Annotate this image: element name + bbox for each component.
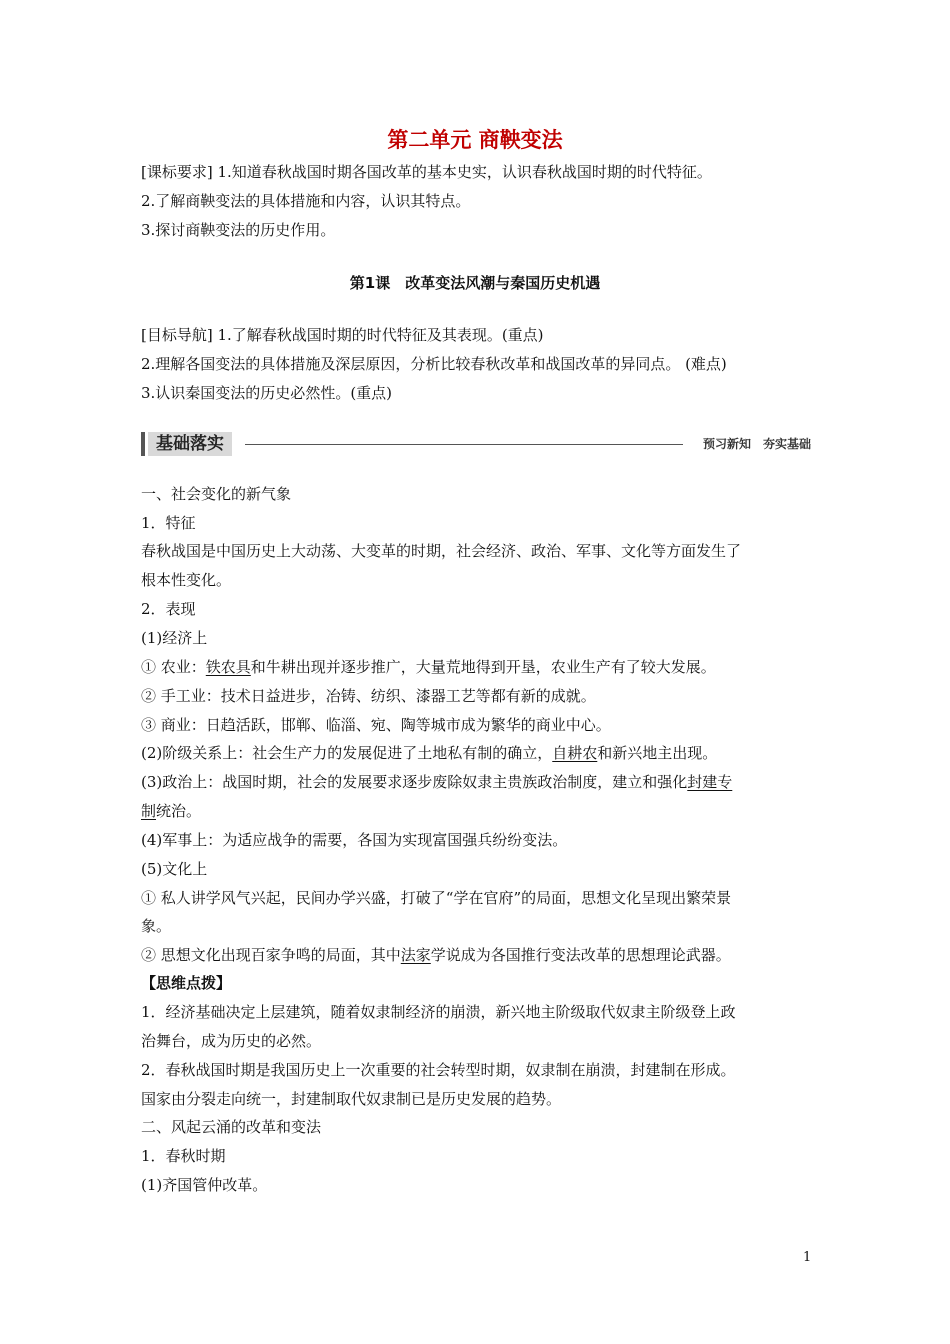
list-item: (5)文化上	[141, 860, 208, 878]
banner-accent-bar	[141, 432, 145, 456]
fill-in-answer: 制	[141, 802, 157, 820]
list-item: (1)经济上	[141, 629, 208, 647]
list-item	[141, 772, 821, 792]
list-item: ② 手工业：技术日益进步，冶铸、纺织、漆器工艺等都有新的成就。	[141, 687, 596, 705]
text: 和新兴地主出现。	[597, 744, 718, 762]
goals-tag: [目标导航]	[141, 326, 213, 344]
text: ① 农业：	[141, 658, 206, 676]
section-banner	[141, 430, 811, 458]
list-item: (1)齐国管仲改革。	[141, 1176, 268, 1194]
requirement-item: 1.知道春秋战国时期各国改革的基本史实，认识春秋战国时期的时代特征。	[217, 163, 712, 181]
requirements-tag: [课标要求]	[141, 163, 213, 181]
banner-label: 基础落实	[148, 432, 232, 456]
section-heading: 二、风起云涌的改革和变法	[141, 1118, 322, 1136]
fill-in-answer: 法家	[400, 946, 431, 964]
paragraph-line: 2．春秋战国时期是我国历史上一次重要的社会转型时期，奴隶制在崩溃，封建制在形成。	[141, 1061, 736, 1079]
paragraph-line: 春秋战国是中国历史上大动荡、大变革的时期，社会经济、政治、军事、文化等方面发生了	[141, 542, 742, 560]
paragraph-line: 治舞台，成为历史的必然。	[141, 1032, 322, 1050]
requirements-line-1	[141, 162, 821, 182]
list-item: ③ 商业：日趋活跃，邯郸、临淄、宛、陶等城市成为繁华的商业中心。	[141, 716, 611, 734]
fill-in-answer: 自耕农	[552, 744, 598, 762]
subheading: 1．特征	[141, 514, 196, 532]
lesson-title: 第1课 改革变法风潮与秦国历史机遇	[349, 274, 601, 292]
goal-item: 2.理解各国变法的具体措施及深层原因，分析比较春秋改革和战国改革的异同点。 (难点)	[141, 355, 727, 373]
text: (3)政治上：战国时期，社会的发展要求逐步废除奴隶主贵族政治制度，建立和强化	[141, 773, 688, 791]
subheading: 1．春秋时期	[141, 1147, 226, 1165]
banner-divider	[245, 444, 683, 445]
list-item-continued: 象。	[141, 917, 172, 935]
requirement-item: 3.探讨商鞅变法的历史作用。	[141, 221, 336, 239]
fill-in-answer: 铁农具	[205, 658, 251, 676]
paragraph-line: 1．经济基础决定上层建筑，随着奴隶制经济的崩溃，新兴地主阶级取代奴隶主阶级登上政	[141, 1003, 736, 1021]
text: 统治。	[156, 802, 202, 820]
paragraph-line: 国家由分裂走向统一，封建制取代奴隶制已是历史发展的趋势。	[141, 1090, 562, 1108]
fill-in-answer: 封建专	[687, 773, 733, 791]
banner-subtitle: 预习新知 夯实基础	[702, 437, 811, 451]
goals-line-1	[141, 325, 821, 345]
text: (2)阶级关系上：社会生产力的发展促进了土地私有制的确立，	[141, 744, 553, 762]
text: 和牛耕出现并逐步推广，大量荒地得到开垦，农业生产有了较大发展。	[250, 658, 716, 676]
list-item	[141, 657, 821, 677]
goal-item: 3.认识秦国变法的历史必然性。(重点)	[141, 384, 393, 402]
list-item	[141, 945, 821, 965]
section-heading: 一、社会变化的新气象	[141, 485, 292, 503]
unit-title: 第二单元 商鞅变法	[387, 128, 563, 152]
list-item: (4)军事上：为适应战争的需要，各国为实现富国强兵纷纷变法。	[141, 831, 568, 849]
requirement-item: 2.了解商鞅变法的具体措施和内容，认识其特点。	[141, 192, 471, 210]
text: 学说成为各国推行变法改革的思想理论武器。	[430, 946, 731, 964]
paragraph-line: 根本性变化。	[141, 571, 232, 589]
list-item-continued	[141, 801, 821, 821]
goal-item: 1.了解春秋战国时期的时代特征及其表现。(重点)	[217, 326, 544, 344]
page-number: 1	[803, 1250, 812, 1265]
subheading: 2．表现	[141, 600, 196, 618]
list-item: ① 私人讲学风气兴起，民间办学兴盛，打破了“学在官府”的局面，思想文化呈现出繁荣景	[141, 889, 732, 907]
text: ② 思想文化出现百家争鸣的局面，其中	[141, 946, 401, 964]
list-item	[141, 743, 821, 763]
thinking-tag: 【思维点拨】	[141, 974, 232, 992]
